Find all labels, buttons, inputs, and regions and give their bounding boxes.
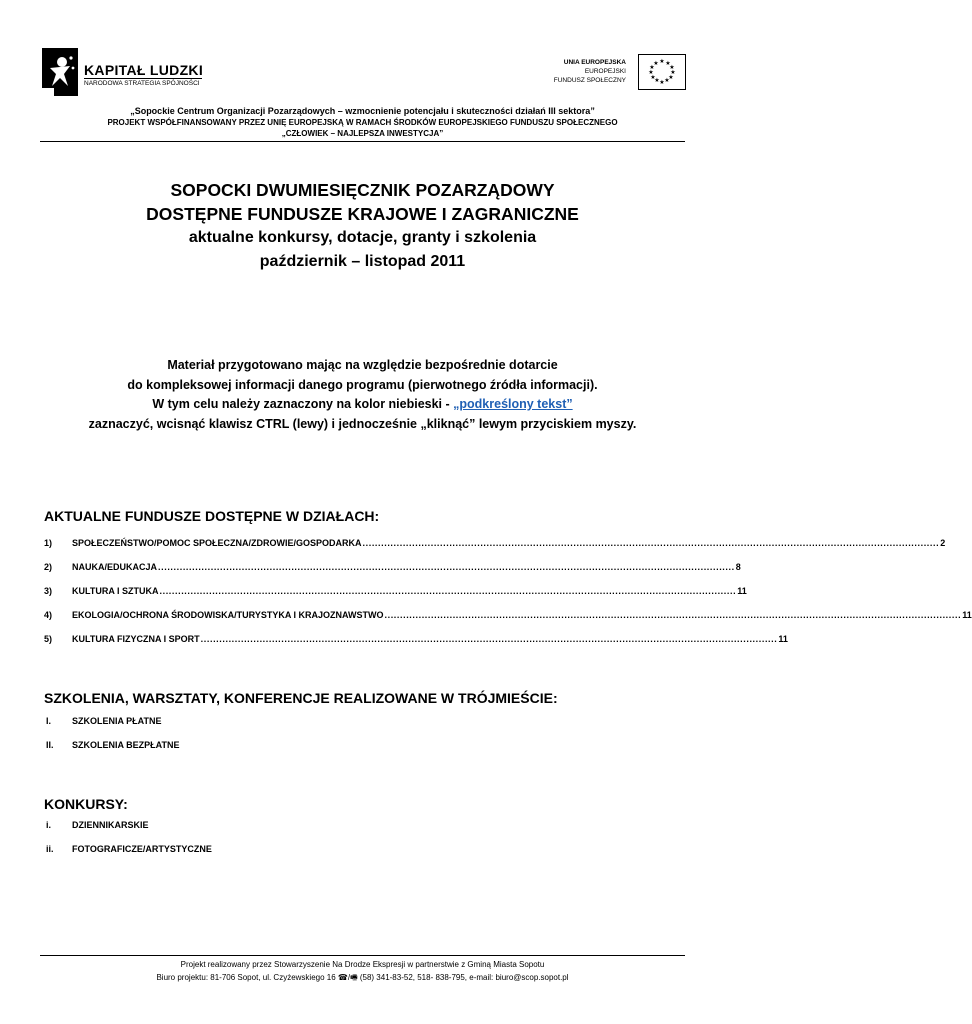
eu-label [520,58,626,85]
intro-line-4: zaznaczyć, wcisnąć klawisz CTRL (lewy) i jednocześnie „kliknąć” lewym przyciskiem myszy. [88,416,637,431]
document-title [40,178,685,274]
trainings-heading: SZKOLENIA, WARSZTATY, KONFERENCJE REALIZOWANE W TRÓJMIEŚCIE: [44,690,558,706]
eu-line-2: EUROPEJSKI [584,68,626,75]
project-header-line-2: PROJEKT WSPÓŁFINANSOWANY PRZEZ UNIĘ EUROPEJSKĄ W RAMACH ŚRODKÓW EUROPEJSKIEGO FUNDUSZU SPOŁECZNEGO [107,118,618,127]
list-item[interactable] [46,740,180,750]
intro-line-3 [40,395,685,415]
title-line-1: SOPOCKI DWUMIESIĘCZNIK POZARZĄDOWY [170,180,555,200]
intro-line-2: do kompleksowej informacji danego programu (pierwotnego źródła informacji). [127,377,598,392]
svg-text:★: ★ [664,77,670,84]
toc-page-number: 11 [737,586,747,596]
toc-leader-dots: .......................................................................................................................................................................................... [200,634,778,644]
list-label: FOTOGRAFICZE/ARTYSTYCZNE [72,844,212,854]
list-item[interactable] [46,844,212,854]
toc-number: 2) [44,562,53,572]
toc-number: 5) [44,634,53,644]
project-header-line-1: „Sopockie Centrum Organizacji Pozarządowych – wzmocnienie potencjału i skuteczności działań III sektora” [130,106,595,116]
title-line-4: październik – listopad 2011 [259,253,466,270]
logo-divider [84,78,202,79]
underlined-text-link[interactable]: „podkreślony tekst” [453,397,573,411]
toc-leader-dots: .......................................................................................................................................................................................... [158,562,735,572]
list-label: SZKOLENIA BEZPŁATNE [72,740,180,750]
svg-text:★: ★ [650,74,656,81]
list-number: i. [46,820,52,830]
list-number: ii. [46,844,54,854]
svg-text:★: ★ [659,58,665,65]
contests-heading: KONKURSY: [44,796,128,812]
toc-leader-dots: .......................................................................................................................................................................................... [384,610,962,620]
toc-label: NAUKA/EDUKACJA [72,562,158,572]
toc-row[interactable] [44,562,741,572]
header-divider [40,141,685,142]
footer-divider [40,955,685,956]
svg-text:★: ★ [654,77,660,84]
toc-row[interactable] [44,538,946,548]
toc-page-number: 8 [735,562,741,572]
toc-page-number: 11 [778,634,788,644]
toc-label: KULTURA FIZYCZNA I SPORT [72,634,200,644]
title-line-2: DOSTĘPNE FUNDUSZE KRAJOWE I ZAGRANICZNE [146,204,579,224]
list-item[interactable] [46,820,149,830]
toc-label: EKOLOGIA/OCHRONA ŚRODOWISKA/TURYSTYKA I KRAJOZNAWSTWO [72,610,384,620]
logo-subtitle: NARODOWA STRATEGIA SPÓJNOŚCI [84,80,200,87]
toc-page-number: 2 [940,538,946,548]
toc-number: 3) [44,586,53,596]
project-header-line-3: „CZŁOWIEK – NAJLEPSZA INWESTYCJA” [281,129,444,138]
eu-line-1: UNIA EUROPEJSKA [563,59,626,66]
intro-line-1: Materiał przygotowano mając na względzie bezpośrednie dotarcie [167,358,558,372]
toc-leader-dots: .......................................................................................................................................................................................... [159,586,737,596]
footer-line-2: Biuro projektu: 81-706 Sopot, ul. Czyżewskiego 16 ☎/🖷 (58) 341-83-52, 518- 838-795, e-mail: biuro@scop.sopot.pl [156,973,569,982]
toc-number: 4) [44,610,53,620]
title-line-3: aktualne konkursy, dotacje, granty i szkolenia [188,229,537,246]
toc-label: KULTURA I SZTUKA [72,586,159,596]
eu-flag-icon [638,54,686,90]
funds-heading: AKTUALNE FUNDUSZE DOSTĘPNE W DZIAŁACH: [44,508,380,524]
svg-text:★: ★ [669,64,675,71]
toc-leader-dots: .......................................................................................................................................................................................... [362,538,940,548]
footer [40,958,685,984]
svg-text:★: ★ [665,60,671,67]
toc-page-number: 11 [962,610,972,620]
list-number: II. [46,740,54,750]
svg-text:★: ★ [653,60,659,67]
toc-row[interactable] [44,634,788,644]
list-label: SZKOLENIA PŁATNE [72,716,162,726]
list-number: I. [46,716,52,726]
kapital-ludzki-logo [40,48,80,96]
toc-row[interactable] [44,610,972,620]
toc-number: 1) [44,538,53,548]
list-label: DZIENNIKARSKIE [72,820,149,830]
svg-text:★: ★ [659,79,665,86]
svg-text:★: ★ [648,69,654,76]
svg-text:★: ★ [670,69,676,76]
list-item[interactable] [46,716,162,726]
project-header [40,106,685,139]
svg-text:★: ★ [649,64,655,71]
intro-paragraph [40,356,685,434]
kapital-ludzki-emblem-icon [40,48,80,96]
svg-text:★: ★ [668,74,674,81]
eu-line-3: FUNDUSZ SPOŁECZNY [553,77,626,84]
intro-line-3-prefix: W tym celu należy zaznaczony na kolor niebieski - [152,397,454,411]
logo-title: KAPITAŁ LUDZKI [84,62,204,78]
toc-row[interactable] [44,586,747,596]
footer-line-1: Projekt realizowany przez Stowarzyszenie Na Drodze Ekspresji w partnerstwie z Gminą Miasta Sopotu [180,960,545,969]
toc-label: SPOŁECZEŃSTWO/POMOC SPOŁECZNA/ZDROWIE/GOSPODARKA [72,538,362,548]
